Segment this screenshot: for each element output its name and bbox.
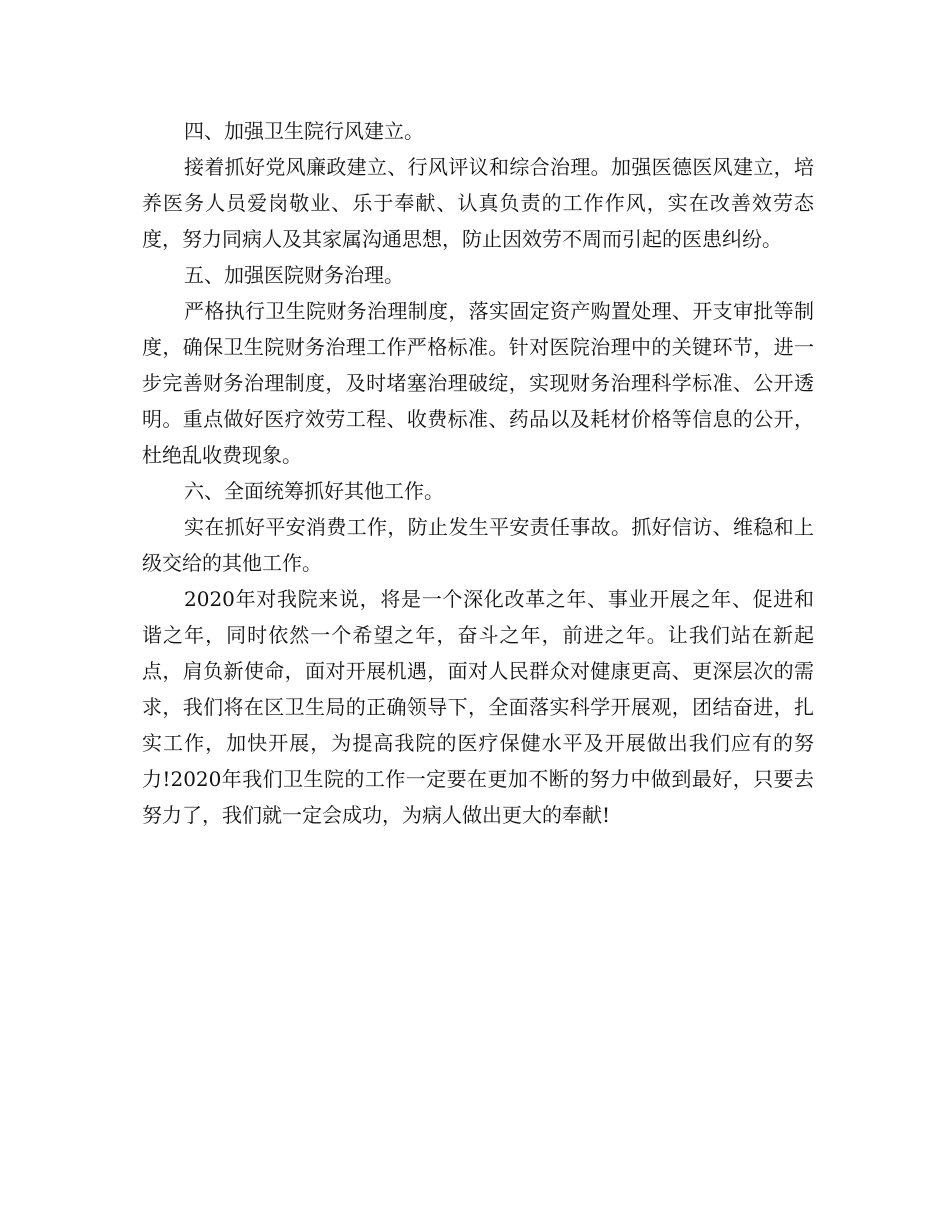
- heading-section-4: 四、加强卫生院行风建立。: [184, 119, 424, 143]
- document-body: [142, 113, 814, 833]
- paragraph-section-6: 实在抓好平安消费工作，防止发生平安责任事故。抓好信访、维稳和上级交给的其他工作。: [142, 515, 814, 575]
- paragraph-conclusion: 2020年对我院来说，将是一个深化改革之年、事业开展之年、促进和谐之年，同时依然一个希望之年，奋斗之年，前进之年。让我们站在新起点，肩负新使命，面对开展机遇，面对人民群众对健康更高、更深层次的需求，我们将在区卫生局的正确领导下，全面落实科学开展观，团结奋进，扎实工作，加快开展，为提高我院的医疗保健水平及开展做出我们应有的努力!2020年我们卫生院的工作一定要在更加不断的努力中做到最好，只要去努力了，我们就一定会成功，为病人做出更大的奉献!: [142, 587, 814, 827]
- paragraph-section-5: 严格执行卫生院财务治理制度，落实固定资产购置处理、开支审批等制度，确保卫生院财务治理工作严格标准。针对医院治理中的关键环节，进一步完善财务治理制度，及时堵塞治理破绽，实现财务治理科学标准、公开透明。重点做好医疗效劳工程、收费标准、药品以及耗材价格等信息的公开，杜绝乱收费现象。: [142, 299, 814, 467]
- heading-section-6: 六、全面统筹抓好其他工作。: [184, 479, 444, 503]
- heading-section-5: 五、加强医院财务治理。: [184, 263, 404, 287]
- paragraph-section-4: 接着抓好党风廉政建立、行风评议和综合治理。加强医德医风建立，培养医务人员爱岗敬业、乐于奉献、认真负责的工作作风，实在改善效劳态度，努力同病人及其家属沟通思想，防止因效劳不周而引起的医患纠纷。: [142, 155, 814, 251]
